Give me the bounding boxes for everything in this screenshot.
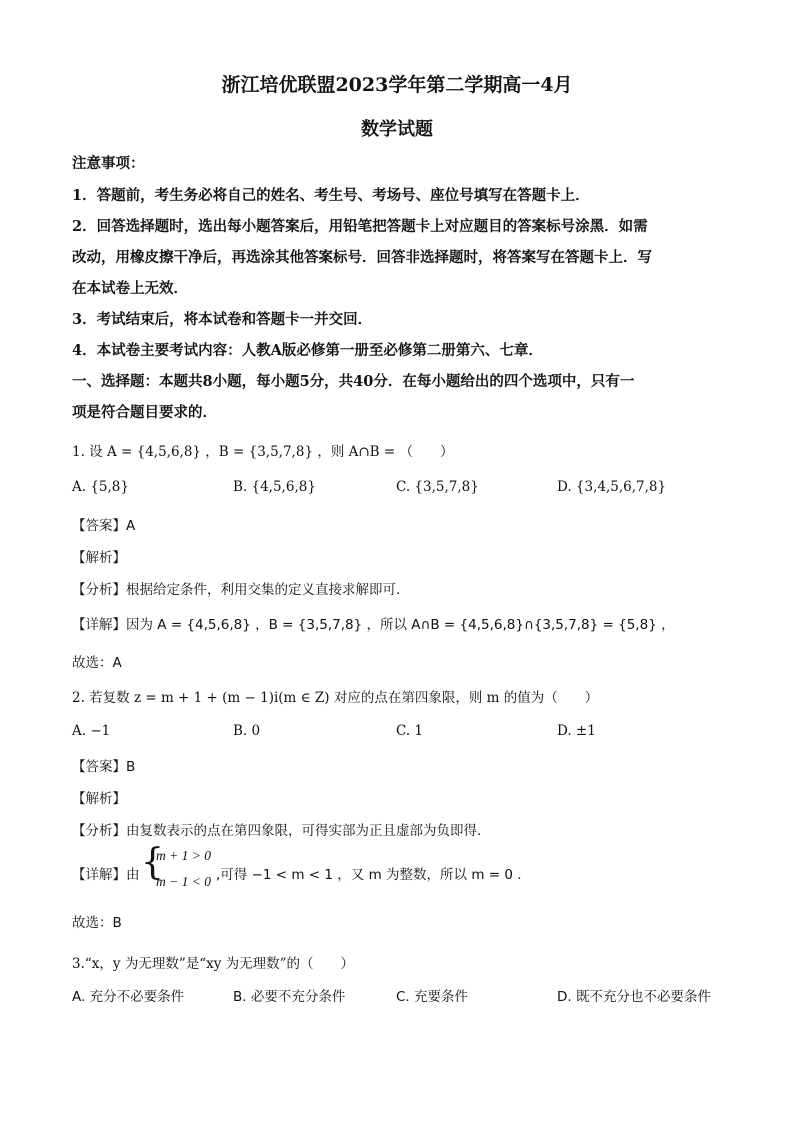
q1-answer: 【答案】A — [72, 518, 136, 534]
q2-detail-prefix: 【详解】由 — [72, 867, 140, 883]
note-item-4: 4．本试卷主要考试内容：人教A版必修第一册至必修第二册第六、七章． — [72, 342, 543, 359]
notes-heading: 注意事项： — [72, 155, 145, 172]
section-heading-line-1: 一、选择题：本题共8小题，每小题5分，共40分．在每小题给出的四个选项中，只有一 — [72, 373, 635, 390]
q1-option-a: A. {5,8} — [72, 479, 129, 495]
q2-answer: 【答案】B — [72, 759, 136, 775]
question-2-stem: 2. 若复数 z = m + 1 + (m − 1)i(m ∈ Z) 对应的点在第四象限，则 m 的值为（ ） — [72, 690, 599, 706]
system-line-2: m − 1 < 0 — [156, 874, 211, 889]
q1-choice: 故选：A — [72, 655, 122, 671]
system-brace: { — [141, 842, 164, 883]
note-item-2-line-2: 改动，用橡皮擦干净后，再选涂其他答案标号．回答非选择题时，将答案写在答题卡上．写 — [72, 249, 652, 266]
note-item-3: 3．考试结束后，将本试卷和答题卡一并交回． — [72, 311, 373, 328]
q2-choice: 故选：B — [72, 915, 122, 931]
question-3-stem: 3.“x，y 为无理数”是“xy 为无理数”的（ ） — [72, 956, 355, 972]
q1-analysis-label: 【解析】 — [72, 550, 126, 566]
q1-option-d: D. {3,4,5,6,7,8} — [557, 479, 667, 495]
q2-option-b: B. 0 — [233, 723, 261, 739]
section-heading-line-2: 项是符合题目要求的． — [72, 404, 217, 421]
note-item-2-line-1: 2．回答选择题时，选出每小题答案后，用铅笔把答题卡上对应题目的答案标号涂黑．如需 — [72, 218, 648, 235]
q2-detail-suffix: ,可得 −1 < m < 1 ，又 m 为整数，所以 m = 0 . — [216, 867, 522, 883]
q1-detail: 【详解】因为 A = {4,5,6,8} ，B = {3,5,7,8} ，所以 A∩B = {4,5,6,8}∩{3,5,7,8} = {5,8} ， — [72, 617, 675, 633]
q1-option-b: B. {4,5,6,8} — [233, 479, 316, 495]
q3-option-b: B. 必要不充分条件 — [233, 989, 346, 1005]
q3-option-c: C. 充要条件 — [396, 989, 469, 1005]
note-item-2-line-3: 在本试卷上无效． — [72, 280, 188, 297]
q2-option-c: C. 1 — [396, 723, 424, 739]
exam-subtitle: 数学试题 — [361, 119, 433, 140]
q2-analysis-label: 【解析】 — [72, 791, 126, 807]
q2-option-a: A. −1 — [72, 723, 111, 739]
q3-option-d: D. 既不充分也不必要条件 — [557, 989, 711, 1005]
q1-option-c: C. {3,5,7,8} — [396, 479, 479, 495]
q2-option-d: D. ±1 — [557, 723, 596, 739]
system-line-1: m + 1 > 0 — [156, 848, 211, 863]
q3-option-a: A. 充分不必要条件 — [72, 989, 185, 1005]
q2-fenxi: 【分析】由复数表示的点在第四象限，可得实部为正且虚部为负即得. — [72, 823, 482, 839]
exam-title: 浙江培优联盟2023学年第二学期高一4月 — [221, 74, 573, 96]
note-item-1: 1．答题前，考生务必将自己的姓名、考生号、考场号、座位号填写在答题卡上． — [72, 187, 590, 204]
question-1-stem: 1. 设 A = {4,5,6,8} ，B = {3,5,7,8} ，则 A∩B = （ ） — [72, 444, 454, 460]
q1-fenxi: 【分析】根据给定条件，利用交集的定义直接求解即可. — [72, 582, 401, 598]
